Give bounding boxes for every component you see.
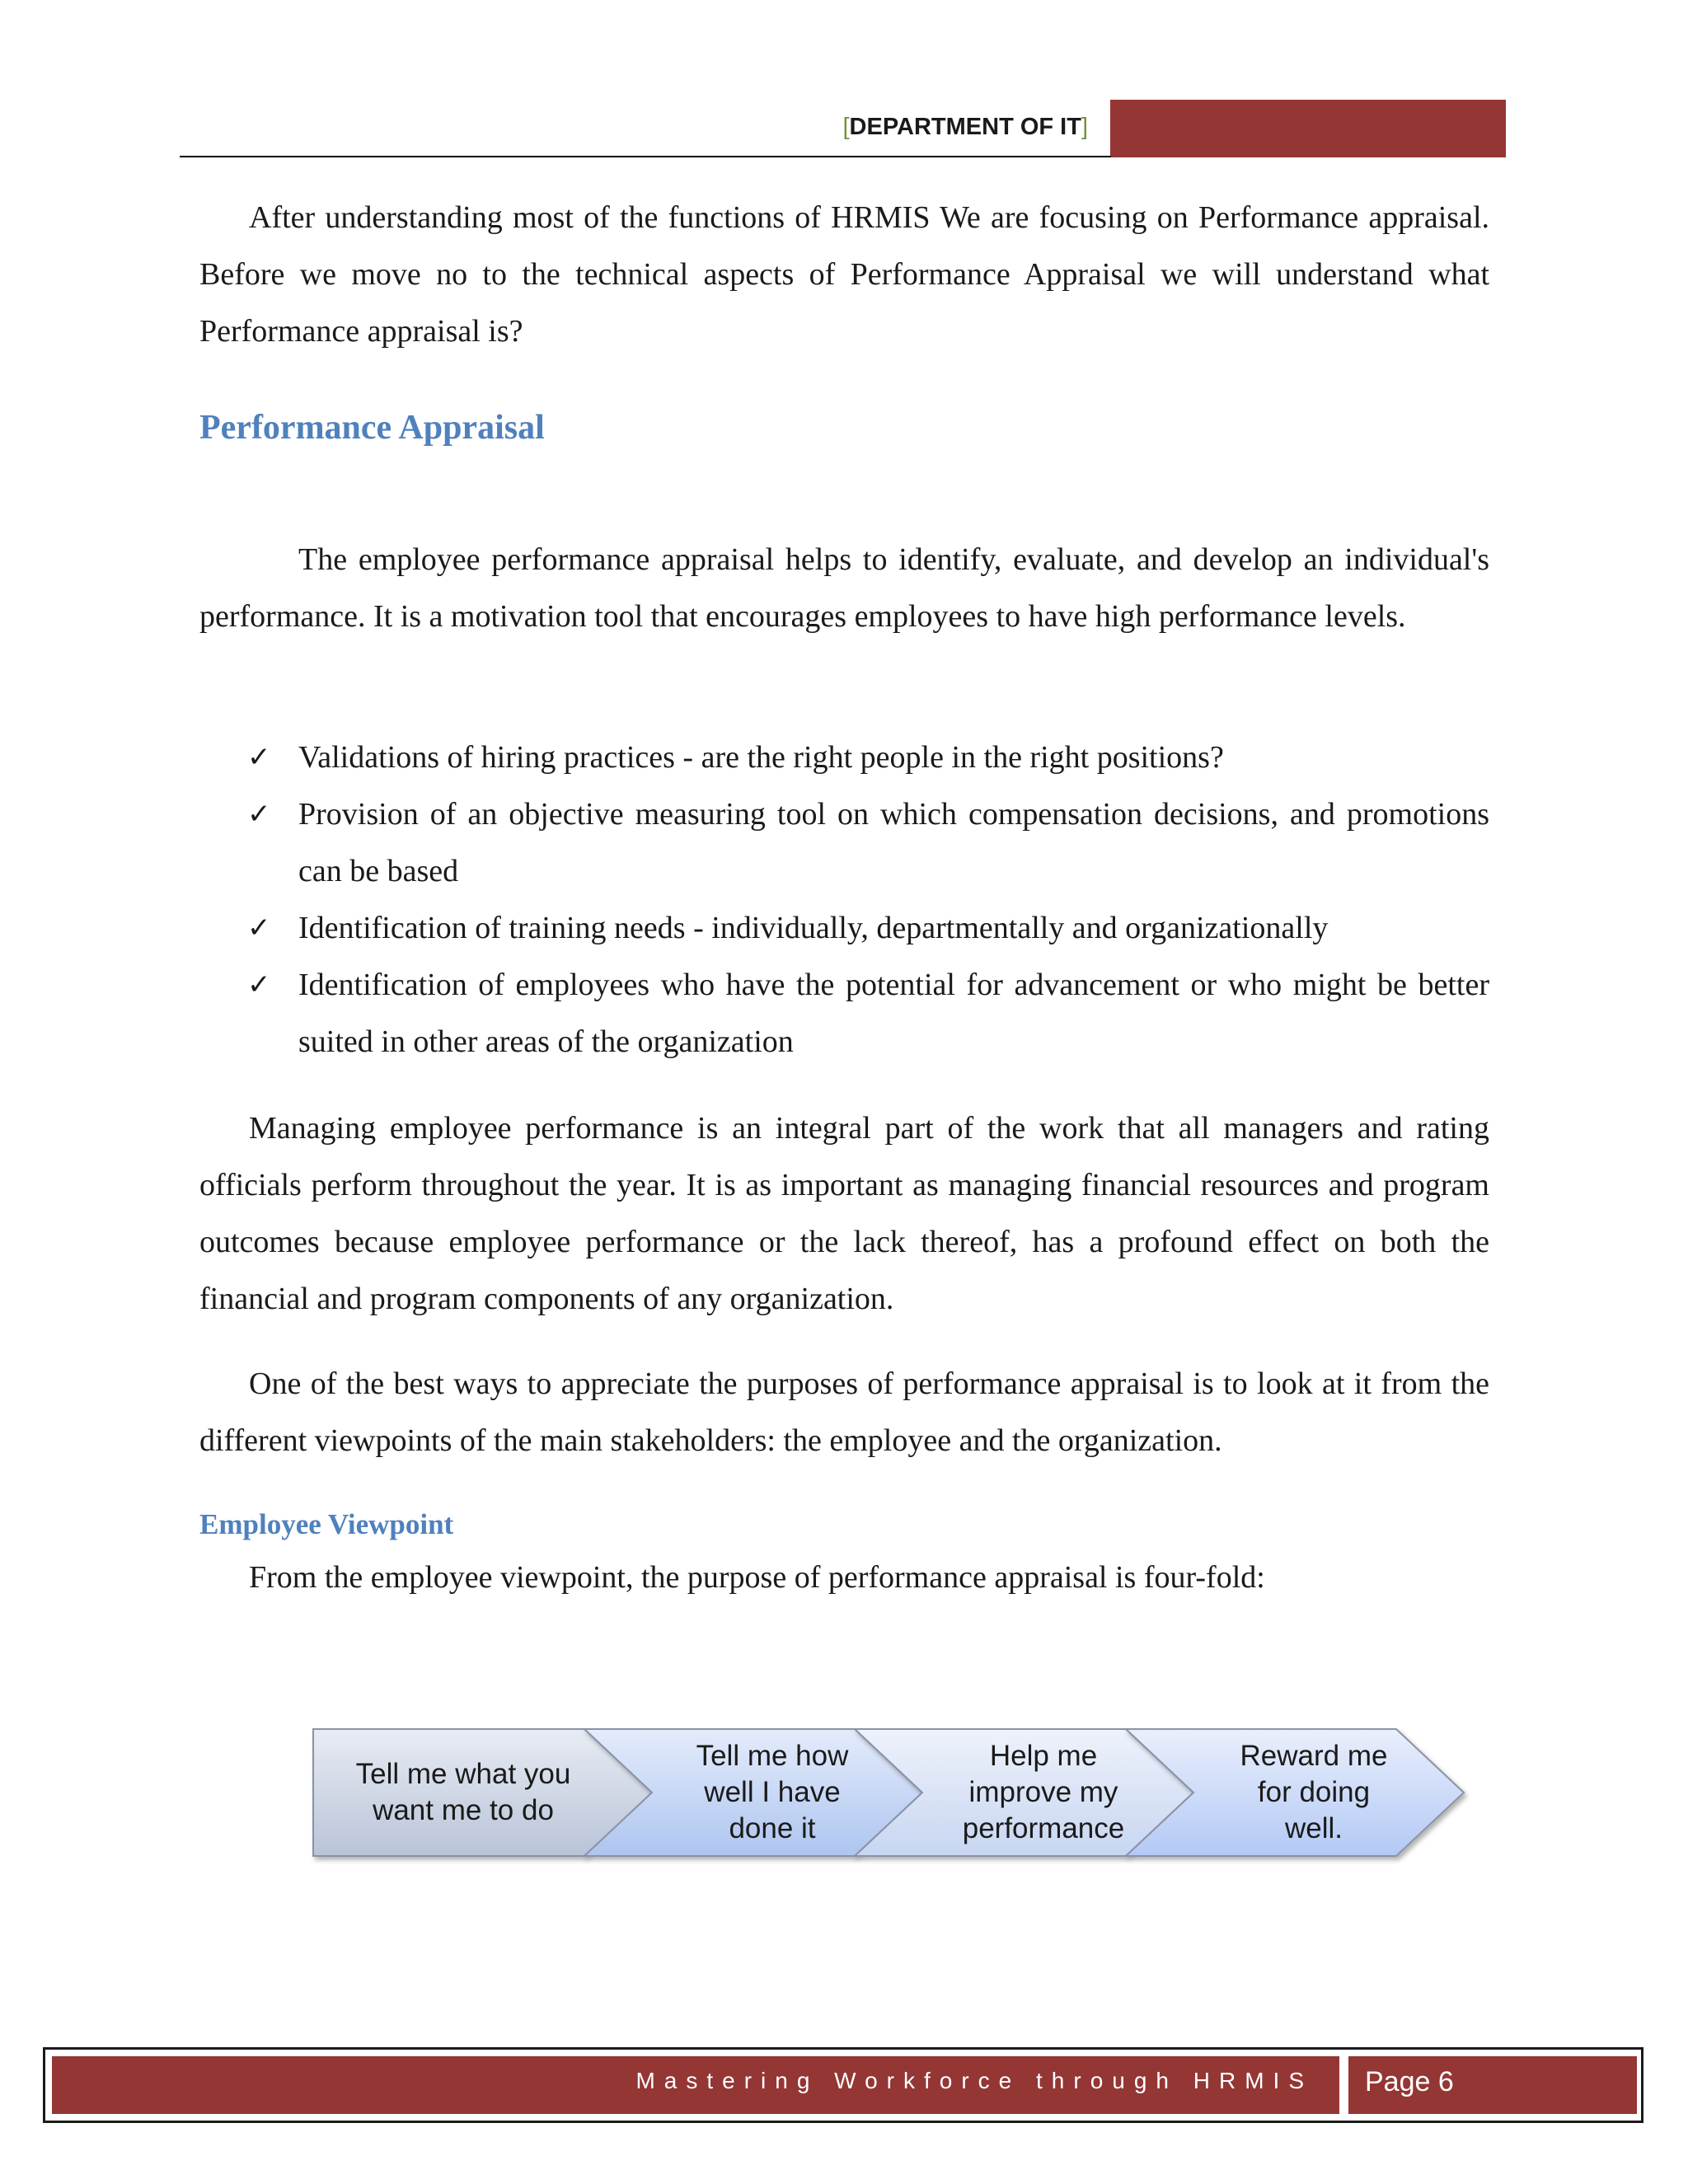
checklist-item-text: Validations of hiring practices - are the right people in the right positions? xyxy=(298,740,1224,775)
process-step-1-line2: want me to do xyxy=(373,1794,554,1826)
process-step-4-line3: well. xyxy=(1284,1812,1343,1844)
checklist-item-text: Identification of training needs - individually, departmentally and organizationally xyxy=(298,911,1329,945)
header-rule xyxy=(180,156,1111,157)
process-step-3-line1: Help me xyxy=(989,1740,1098,1772)
process-diagram xyxy=(307,1722,1477,1871)
process-step-3-line3: performance xyxy=(962,1812,1125,1844)
intro-paragraph xyxy=(199,190,1489,360)
checklist-item xyxy=(247,786,1489,900)
process-step-2 xyxy=(636,1722,908,1863)
checklist-item xyxy=(247,957,1489,1071)
viewpoint-paragraph-text: From the employee viewpoint, the purpose of performance appraisal is four-fold: xyxy=(249,1560,1265,1595)
header-close-bracket: ] xyxy=(1081,114,1088,140)
managing-paragraph xyxy=(199,1100,1489,1328)
managing-paragraph-text: Managing employee performance is an integral part of the work that all managers and rating officials perform throughout the year. It is as important as managing financial resources and program outcomes because employee performance or the lack thereof, has a profound effect on both the financial and program components of any organization. xyxy=(199,1111,1489,1316)
definition-paragraph-text: The employee performance appraisal helps to identify, evaluate, and develop an individual's performance. It is a motivation tool that encourages employees to have high performance levels. xyxy=(199,542,1489,634)
page-number: Page 6 xyxy=(1365,2066,1454,2097)
checkmark-icon: ✓ xyxy=(247,798,271,831)
header-department-label: DEPARTMENT OF IT xyxy=(849,114,1081,140)
definition-paragraph xyxy=(199,532,1489,645)
process-step-1 xyxy=(313,1722,613,1863)
process-step-4 xyxy=(1178,1722,1450,1863)
intro-paragraph-text: After understanding most of the functions of HRMIS We are focusing on Performance appraisal. Before we move no to the technical aspects of Performance Appraisal we will understand what Performance appraisal is? xyxy=(199,200,1489,349)
process-step-2-line1: Tell me how xyxy=(696,1740,849,1772)
stakeholders-paragraph-text: One of the best ways to appreciate the purposes of performance appraisal is to look at it from the different viewpoints of the main stakeholders: the employee and the organization. xyxy=(199,1366,1489,1458)
checklist xyxy=(247,729,1489,1071)
process-step-3 xyxy=(907,1722,1179,1863)
header-department xyxy=(725,114,1088,141)
process-step-4-line1: Reward me xyxy=(1240,1740,1388,1772)
stakeholders-paragraph xyxy=(199,1356,1489,1469)
footer-title: Mastering Workforce through HRMIS xyxy=(635,2068,1313,2093)
checkmark-icon: ✓ xyxy=(247,912,271,944)
process-step-1-line1: Tell me what you xyxy=(355,1758,571,1790)
subheading-employee-viewpoint: Employee Viewpoint xyxy=(199,1508,454,1540)
section-heading: Performance Appraisal xyxy=(199,409,545,447)
header-open-bracket: [ xyxy=(842,114,850,140)
checkmark-icon: ✓ xyxy=(247,968,271,1001)
checklist-item xyxy=(247,729,1489,786)
process-step-3-line2: improve my xyxy=(968,1776,1118,1808)
checklist-item xyxy=(247,900,1489,957)
viewpoint-paragraph xyxy=(199,1549,1489,1606)
checklist-item-text: Identification of employees who have the potential for advancement or who might be better suited in other areas of the organization xyxy=(298,968,1489,1059)
process-step-2-line2: well I have xyxy=(704,1776,841,1808)
checkmark-icon: ✓ xyxy=(247,741,271,774)
checklist-item-text: Provision of an objective measuring tool on which compensation decisions, and promotions can be based xyxy=(298,797,1489,888)
process-step-4-line2: for doing xyxy=(1257,1776,1371,1808)
process-step-2-line3: done it xyxy=(729,1812,816,1844)
header-accent-bar xyxy=(1110,100,1506,157)
